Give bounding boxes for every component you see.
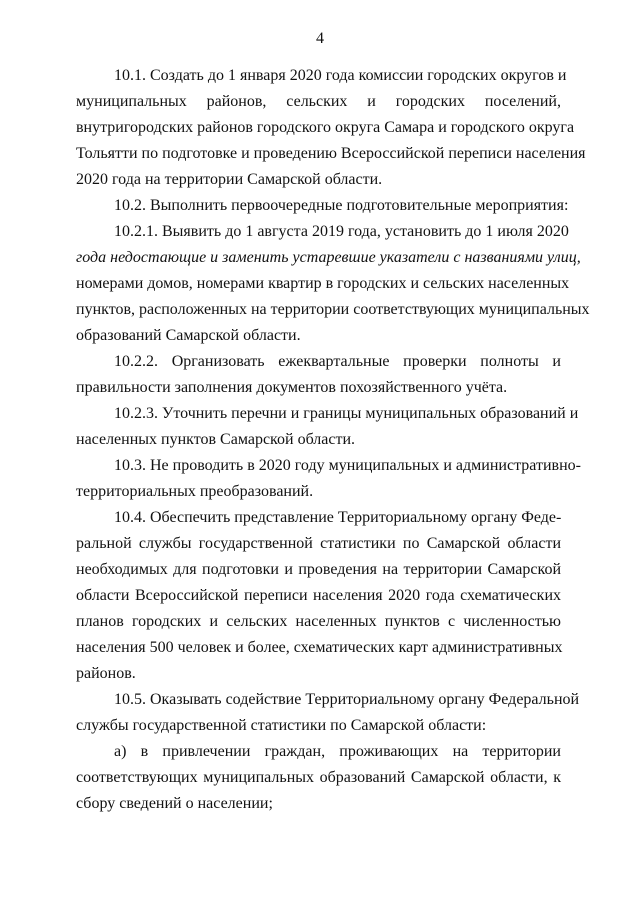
text-line: необходимых для подготовки и проведения на территории Самарской [76, 561, 561, 578]
text-line: номерами домов, номерами квартир в городских и сельских населенных [76, 275, 570, 292]
paragraph-10-2-2 [76, 349, 561, 401]
text-line: 10.2. Выполнить первоочередные подготовительные мероприятия: [114, 197, 569, 214]
paragraph-10-2-3 [76, 401, 579, 453]
text-line: 10.5. Оказывать содействие Территориальному органу Федеральной [114, 691, 580, 708]
text-line: сбору сведений о населении; [76, 795, 273, 812]
text-line: года недостающие и заменить устаревшие указатели с названиями улиц, [76, 249, 581, 266]
text-line: 10.2.3. Уточнить перечни и границы муниципальных образований и [114, 405, 579, 422]
text-line: образований Самарской области. [76, 327, 301, 344]
text-line: 10.2.1. Выявить до 1 августа 2019 года, установить до 1 июля 2020 [114, 223, 569, 240]
text-line: внутригородских районов городского округа Самара и городского округа [76, 119, 575, 136]
text-line: муниципальных районов, сельских и городских поселений, [76, 93, 561, 110]
text-line: а) в привлечении граждан, проживающих на территории [114, 743, 561, 760]
text-line: службы государственной статистики по Самарской области: [76, 717, 487, 734]
text-line: районов. [76, 665, 136, 682]
text-line: 10.2.2. Организовать ежеквартальные проверки полноты и [114, 353, 561, 370]
text-line: 10.1. Создать до 1 января 2020 года комиссии городских округов и [114, 67, 567, 84]
text-line: 10.4. Обеспечить представление Территориальному органу Феде- [114, 509, 562, 526]
text-line: 2020 года на территории Самарской области. [76, 171, 383, 188]
paragraph-10-2-1 [76, 219, 590, 349]
text-line: ральной службы государственной статистики по Самарской области [76, 535, 561, 552]
text-line: 10.3. Не проводить в 2020 году муниципальных и административно- [114, 457, 581, 474]
paragraph-10-2 [76, 193, 569, 219]
text-line: правильности заполнения документов похозяйственного учёта. [76, 379, 508, 396]
paragraph-10-1 [76, 63, 586, 193]
text-line: территориальных преобразований. [76, 483, 314, 500]
paragraph-10-5-a [76, 739, 561, 817]
text-line: планов городских и сельских населенных пунктов с численностью [76, 613, 561, 630]
text-line: Тольятти по подготовке и проведению Всероссийской переписи населения [76, 145, 586, 162]
text-line: населения 500 человек и более, схематических карт административных [76, 639, 563, 656]
document-body [76, 63, 590, 817]
text-line: области Всероссийской переписи населения 2020 года схематических [76, 587, 561, 604]
text-line: соответствующих муниципальных образований Самарской области, к [76, 769, 561, 786]
text-line: пунктов, расположенных на территории соответствующих муниципальных [76, 301, 590, 318]
paragraph-10-4 [76, 505, 561, 687]
text-line: населенных пунктов Самарской области. [76, 431, 356, 448]
paragraph-10-3 [76, 453, 581, 505]
page-number: 4 [316, 30, 324, 47]
paragraph-10-5 [76, 687, 580, 739]
